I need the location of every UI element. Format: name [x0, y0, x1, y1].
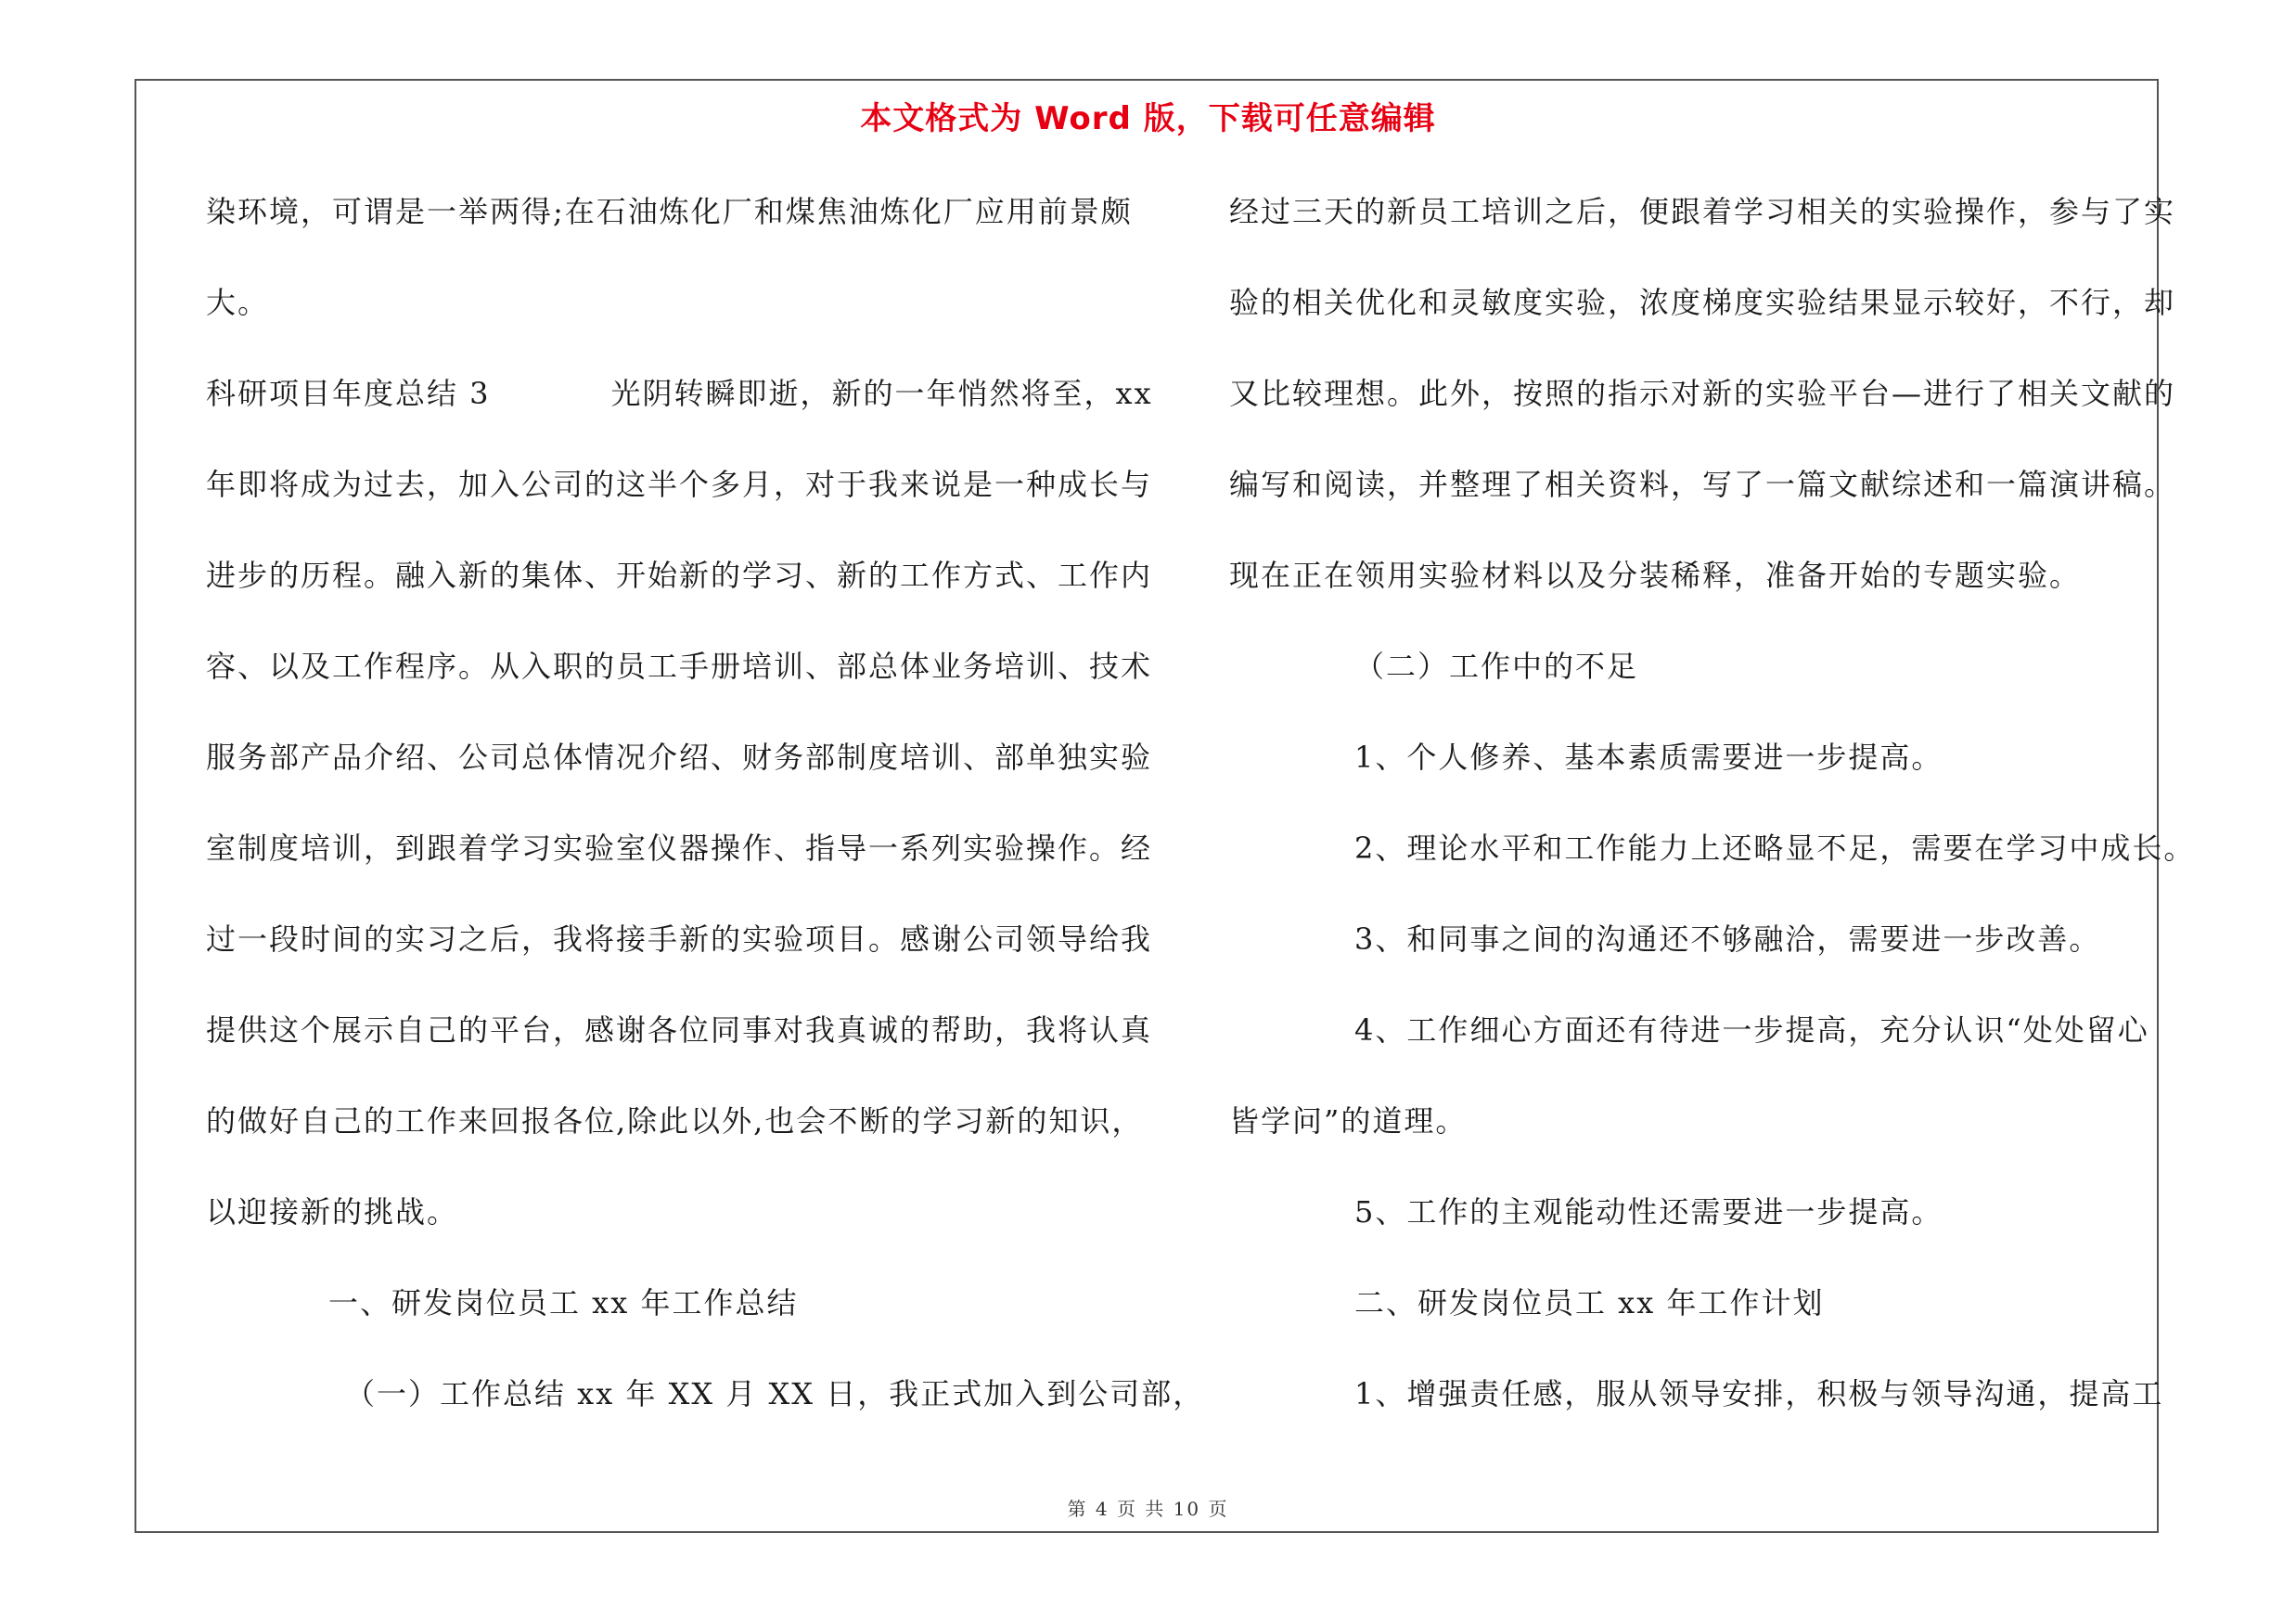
- paragraph-line: 室制度培训，到跟着学习实验室仪器操作、指导一系列实验操作。经: [206, 831, 1153, 866]
- paragraph-line: 染环境，可谓是一举两得;在石油炼化厂和煤焦油炼化厂应用前景颇: [206, 194, 1133, 229]
- format-banner: 本文格式为 Word 版，下载可任意编辑: [860, 100, 1436, 137]
- section-title-line: [206, 364, 1153, 455]
- paragraph-line: 大。: [206, 285, 270, 320]
- paragraph-line: 以迎接新的挑战。: [206, 1194, 459, 1230]
- subheading-shortcomings: （二）工作中的不足: [1354, 649, 1639, 684]
- subheading-work-summary: （一）工作总结 xx 年 XX 月 XX 日，我正式加入到公司部，: [345, 1376, 1205, 1411]
- paragraph-line: 的做好自己的工作来回报各位,除此以外,也会不断的学习新的知识，: [206, 1103, 1144, 1139]
- section-title: 科研项目年度总结 3: [206, 376, 491, 411]
- paragraph-line: 过一段时间的实习之后，我将接手新的实验项目。感谢公司领导给我: [206, 921, 1153, 957]
- paragraph-line: 提供这个展示自己的平台，感谢各位同事对我真诚的帮助，我将认真: [206, 1012, 1153, 1048]
- right-column: [1229, 182, 2196, 1455]
- paragraph-line: 现在正在领用实验材料以及分装稀释，准备开始的专题实验。: [1229, 558, 2082, 593]
- list-item: 1、增强责任感，服从领导安排，积极与领导沟通，提高工: [1354, 1376, 2164, 1411]
- paragraph-line: 容、以及工作程序。从入职的员工手册培训、部总体业务培训、技术: [206, 649, 1153, 684]
- paragraph-text: 光阴转瞬即逝，新的一年悄然将至，xx: [610, 376, 1153, 411]
- paragraph-line: 编写和阅读，并整理了相关资料，写了一篇文献综述和一篇演讲稿。: [1229, 467, 2176, 502]
- paragraph-line: 又比较理想。此外，按照的指示对新的实验平台—进行了相关文献的: [1229, 376, 2176, 411]
- list-item: 2、理论水平和工作能力上还略显不足，需要在学习中成长。: [1354, 831, 2196, 866]
- list-item: 4、工作细心方面还有待进一步提高，充分认识“处处留心: [1354, 1012, 2149, 1048]
- heading-work-summary: 一、研发岗位员工 xx 年工作总结: [328, 1285, 799, 1320]
- paragraph-line: 经过三天的新员工培训之后，便跟着学习相关的实验操作，参与了实: [1229, 194, 2176, 229]
- list-item: 1、个人修养、基本素质需要进一步提高。: [1354, 740, 1943, 775]
- paragraph-line: 皆学问”的道理。: [1229, 1103, 1468, 1139]
- page-number: 第 4 页 共 10 页: [1067, 1498, 1229, 1520]
- list-item: 5、工作的主观能动性还需要进一步提高。: [1354, 1194, 1943, 1230]
- left-column: [206, 182, 1205, 1455]
- paragraph-line: 年即将成为过去，加入公司的这半个多月，对于我来说是一种成长与: [206, 467, 1153, 502]
- list-item: 3、和同事之间的沟通还不够融洽，需要进一步改善。: [1354, 921, 2101, 957]
- paragraph-line: 服务部产品介绍、公司总体情况介绍、财务部制度培训、部单独实验: [206, 740, 1153, 775]
- paragraph-line: 验的相关优化和灵敏度实验，浓度梯度实验结果显示较好，不行，却: [1229, 285, 2176, 320]
- paragraph-line: 进步的历程。融入新的集体、开始新的学习、新的工作方式、工作内: [206, 558, 1153, 593]
- heading-work-plan: 二、研发岗位员工 xx 年工作计划: [1354, 1285, 1825, 1320]
